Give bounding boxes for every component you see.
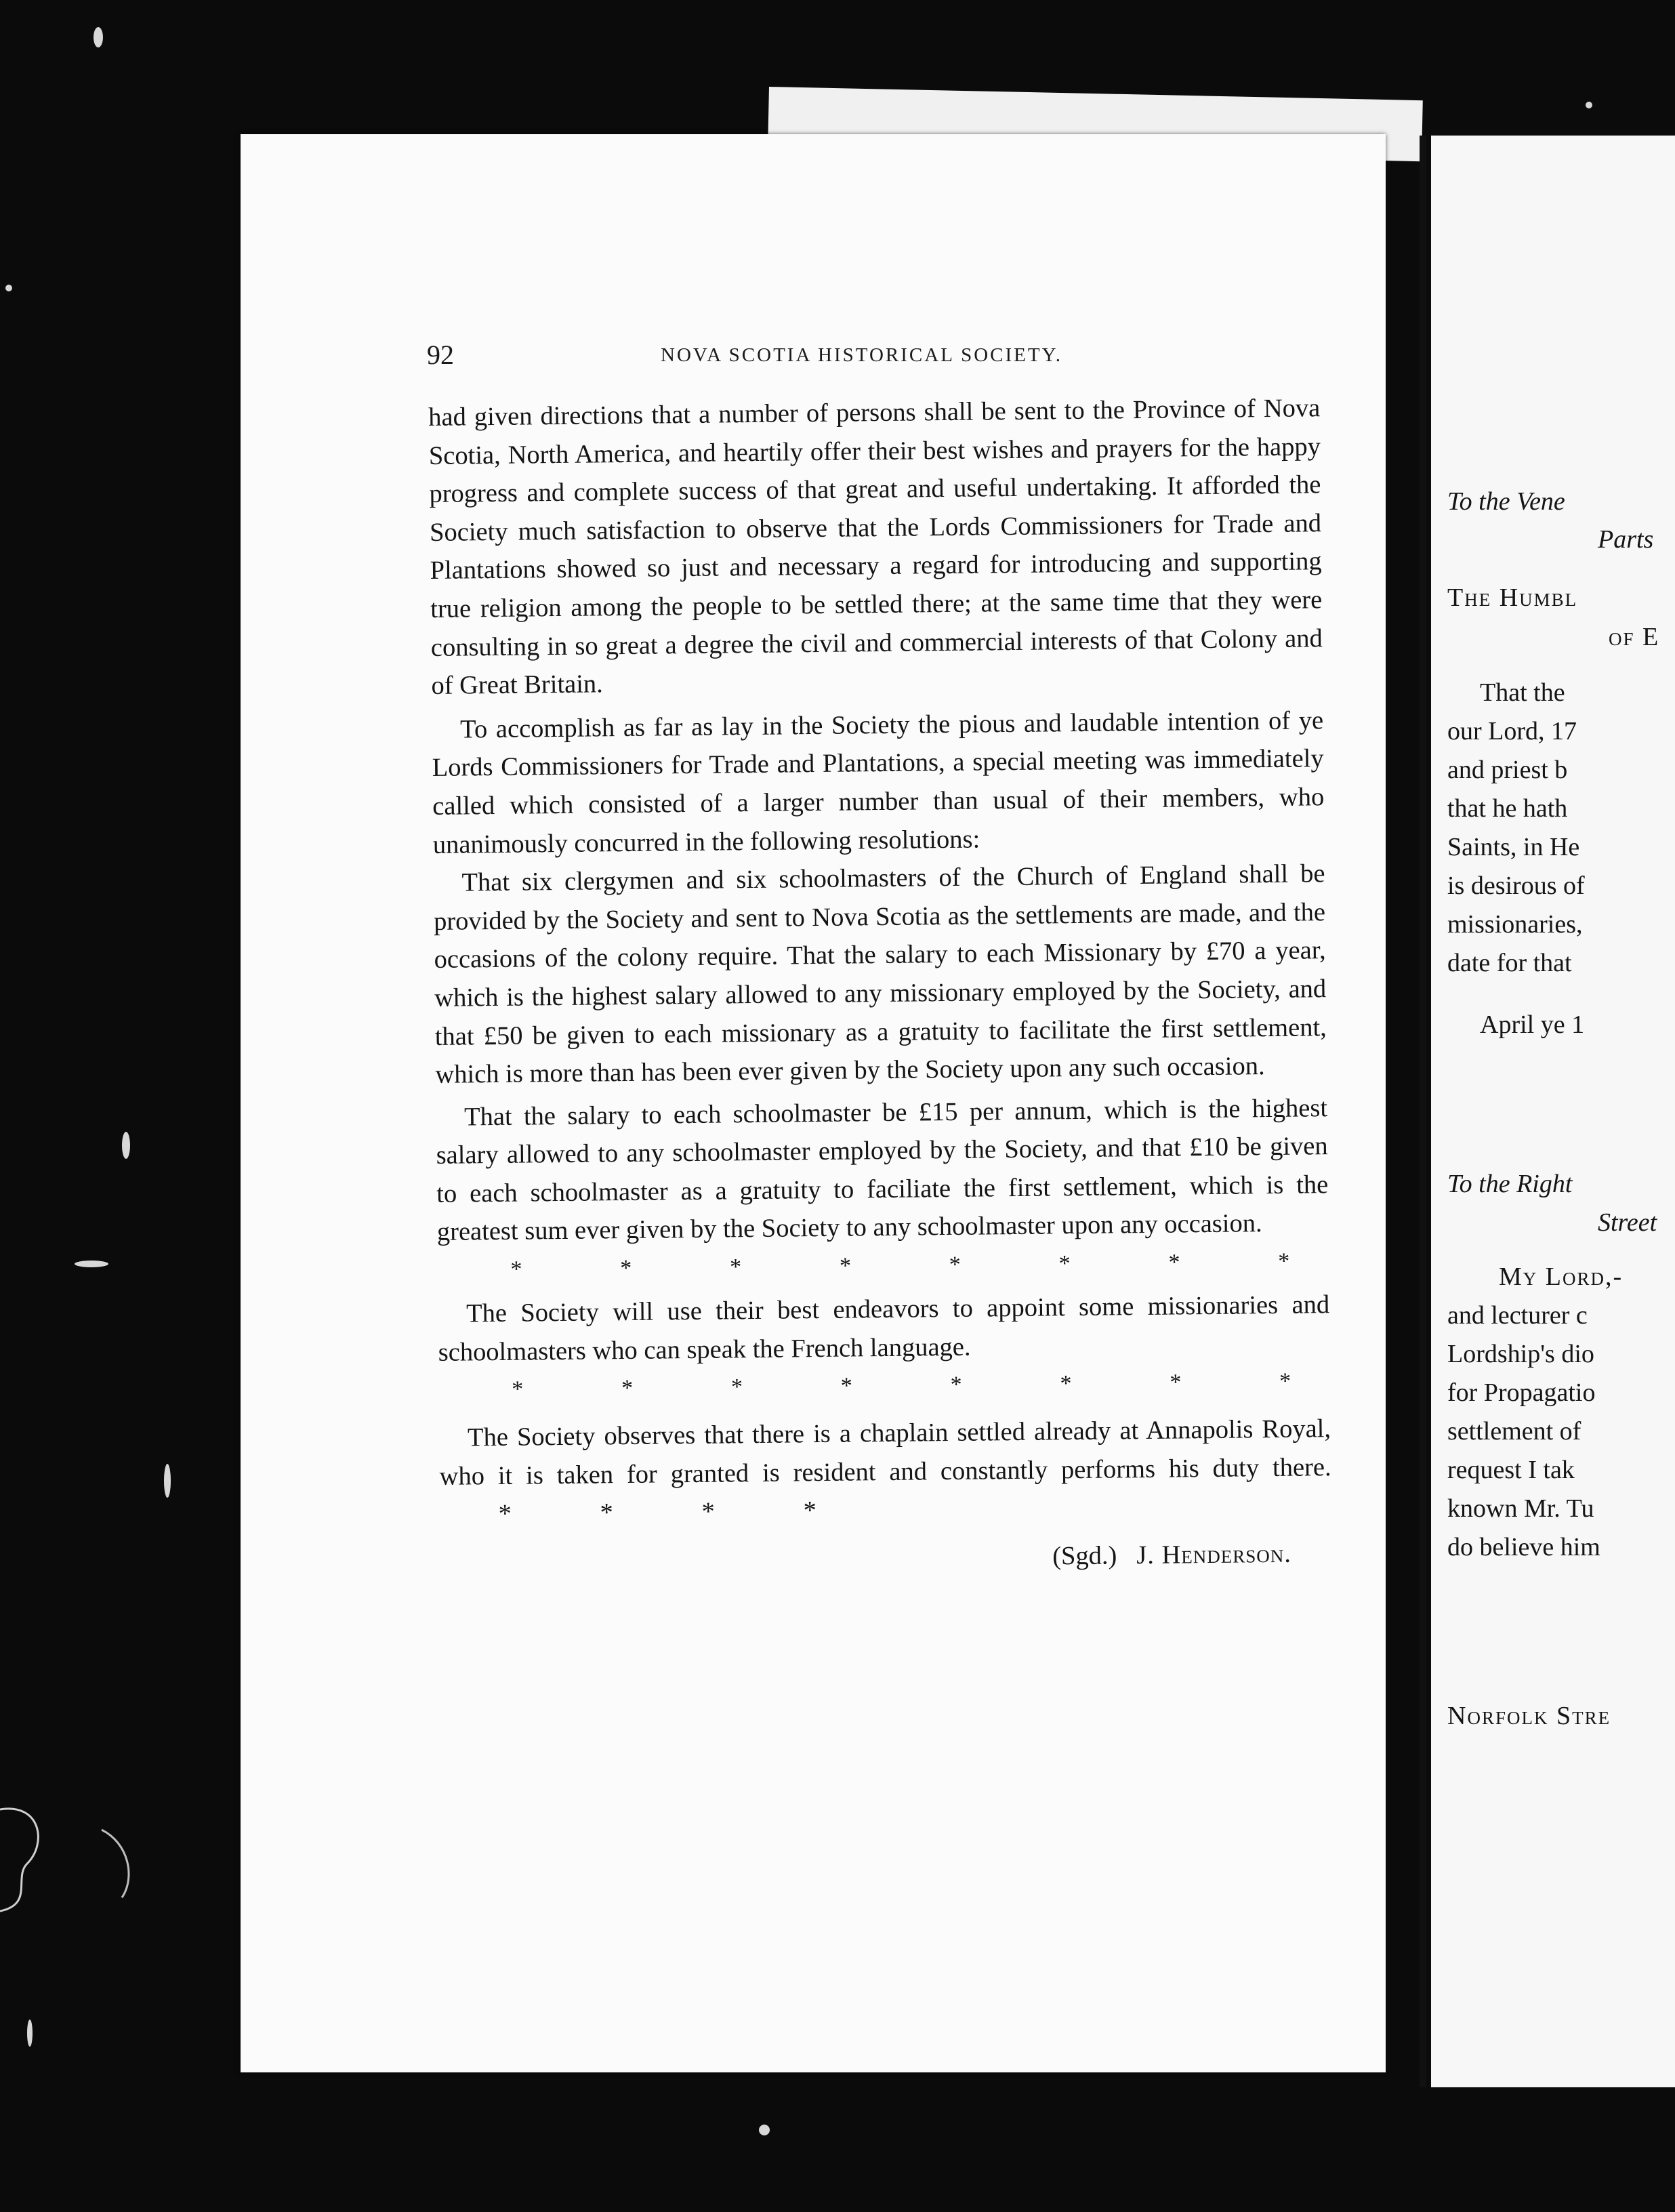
right-page-line: date for that	[1447, 949, 1572, 977]
asterisk: *	[1170, 1370, 1182, 1395]
asterisk: *	[498, 1500, 512, 1529]
right-page-line: My Lord,-	[1499, 1263, 1624, 1291]
right-page-line: request I tak	[1447, 1456, 1575, 1484]
asterisk: *	[620, 1255, 632, 1282]
dust-speck	[1586, 102, 1592, 108]
paragraph: had given directions that a number of persons shall be sent to the Province of Nova Scotia, North America, and heartily offer their best wishes and prayers for the happy progress and complete success of that great and useful undertaking. It afforded the Society much satisfaction to observe that the Lords Commissioners for Trade and Plantations showed so just and necessary a regard for introducing and supporting true religion among the people to be settled there; at the same time that they were consulting in so great a degree the civil and commercial interests of that Colony and of Great Britain.	[428, 394, 1323, 701]
asterisk: *	[512, 1376, 524, 1403]
right-page-line: do believe him	[1447, 1533, 1600, 1561]
hair-scratch	[0, 1789, 163, 1925]
asterisk: *	[839, 1253, 852, 1279]
right-page-line: settlement of	[1447, 1417, 1581, 1446]
signature-prefix: (Sgd.)	[1052, 1541, 1117, 1571]
right-page-line: for Propagatio	[1447, 1378, 1596, 1407]
signature-name: J. Henderson.	[1136, 1539, 1292, 1570]
paragraph: To accomplish as far as lay in the Society the pious and laudable intention of ye Lords Commissioners for Trade and Plantations, a special meeting was immediately called which consisted of a larger number than usual of their members, who unanimously concurred in the following resolutions:	[432, 705, 1325, 859]
asterisk: *	[950, 1372, 962, 1398]
right-page-line: Street	[1598, 1208, 1657, 1237]
asterisk: *	[621, 1376, 634, 1401]
right-page-line: To the Right	[1447, 1170, 1573, 1198]
dust-speck	[164, 1464, 171, 1498]
dust-speck	[5, 285, 12, 291]
running-head	[427, 339, 1331, 380]
right-page-line: of E	[1609, 623, 1660, 651]
right-page-line: missionaries,	[1447, 910, 1583, 939]
right-page	[1431, 136, 1675, 2087]
right-page-line: is desirous of	[1447, 872, 1585, 900]
asterisk: *	[1168, 1250, 1180, 1275]
asterisk: *	[701, 1498, 716, 1527]
asterisk: *	[840, 1373, 853, 1399]
right-page-line: The Humbl	[1447, 583, 1578, 612]
right-page-line: April ye 1	[1480, 1010, 1585, 1039]
right-page-line: That the	[1480, 678, 1565, 707]
right-page-line: Saints, in He	[1447, 833, 1580, 861]
right-page-line: known Mr. Tu	[1447, 1494, 1594, 1523]
asterisk: *	[729, 1254, 742, 1280]
running-head-title: NOVA SCOTIA HISTORICAL SOCIETY.	[661, 344, 1063, 366]
asterisk: *	[600, 1498, 614, 1528]
paragraph: That the salary to each schoolmaster be £15 per annum, which is the highest salary allowed to any schoolmaster employed by the Society, and that £10 be given to each schoolmaster as a gratuity to faciliate the first settlement, which is the greatest sum ever given by the Society to any schoolmaster upon any occasion.	[436, 1093, 1329, 1247]
right-page-line: our Lord, 17	[1447, 717, 1577, 745]
asterisk: *	[1279, 1368, 1291, 1395]
paragraph	[439, 1410, 1332, 1534]
dust-speck	[122, 1132, 130, 1159]
right-page-line: Parts	[1598, 525, 1654, 554]
asterisk: *	[730, 1374, 743, 1400]
right-page-line: and priest b	[1447, 756, 1568, 784]
right-page-line: that he hath	[1447, 794, 1568, 823]
asterisk: *	[1278, 1248, 1290, 1274]
dust-speck	[759, 2125, 770, 2135]
paragraph: The Society will use their best endeavors to appoint some missionaries and schoolmasters who can speak the French language.	[438, 1290, 1330, 1367]
asterisk: *	[949, 1252, 961, 1278]
asterisk: *	[803, 1496, 817, 1525]
asterisk: *	[1060, 1371, 1072, 1397]
book-gutter	[1420, 136, 1426, 2087]
right-page-line: Lordship's dio	[1447, 1340, 1594, 1368]
body-text	[428, 389, 1332, 1582]
dust-speck	[27, 2020, 33, 2047]
paragraph-text: The Society observes that there is a chaplain settled already at Annapolis Royal, who it is taken for granted is resident and constantly performs his duty there.	[439, 1414, 1331, 1491]
dust-speck	[75, 1261, 108, 1267]
right-page-line: To the Vene	[1447, 487, 1565, 516]
asterism-inline	[440, 1496, 846, 1529]
right-page-line: and lecturer c	[1447, 1301, 1588, 1330]
asterisk: *	[510, 1256, 522, 1282]
asterisk: *	[1058, 1251, 1071, 1277]
right-page-line: Norfolk Stre	[1447, 1702, 1611, 1730]
dust-speck	[94, 27, 103, 47]
paragraph: That six clergymen and six schoolmasters of the Church of England shall be provided by the Society and sent to Nova Scotia as the settlements are made, and the occasions of the colony require. That the salary to each Missionary by £70 a year, which is the highest salary allowed to any missionary employed by the Society, and that £50 be given to each missionary as a gratuity to facilitate the first settlement, which is more than has been ever given by the Society upon any such occasion.	[433, 859, 1327, 1090]
page-number: 92	[427, 340, 454, 370]
